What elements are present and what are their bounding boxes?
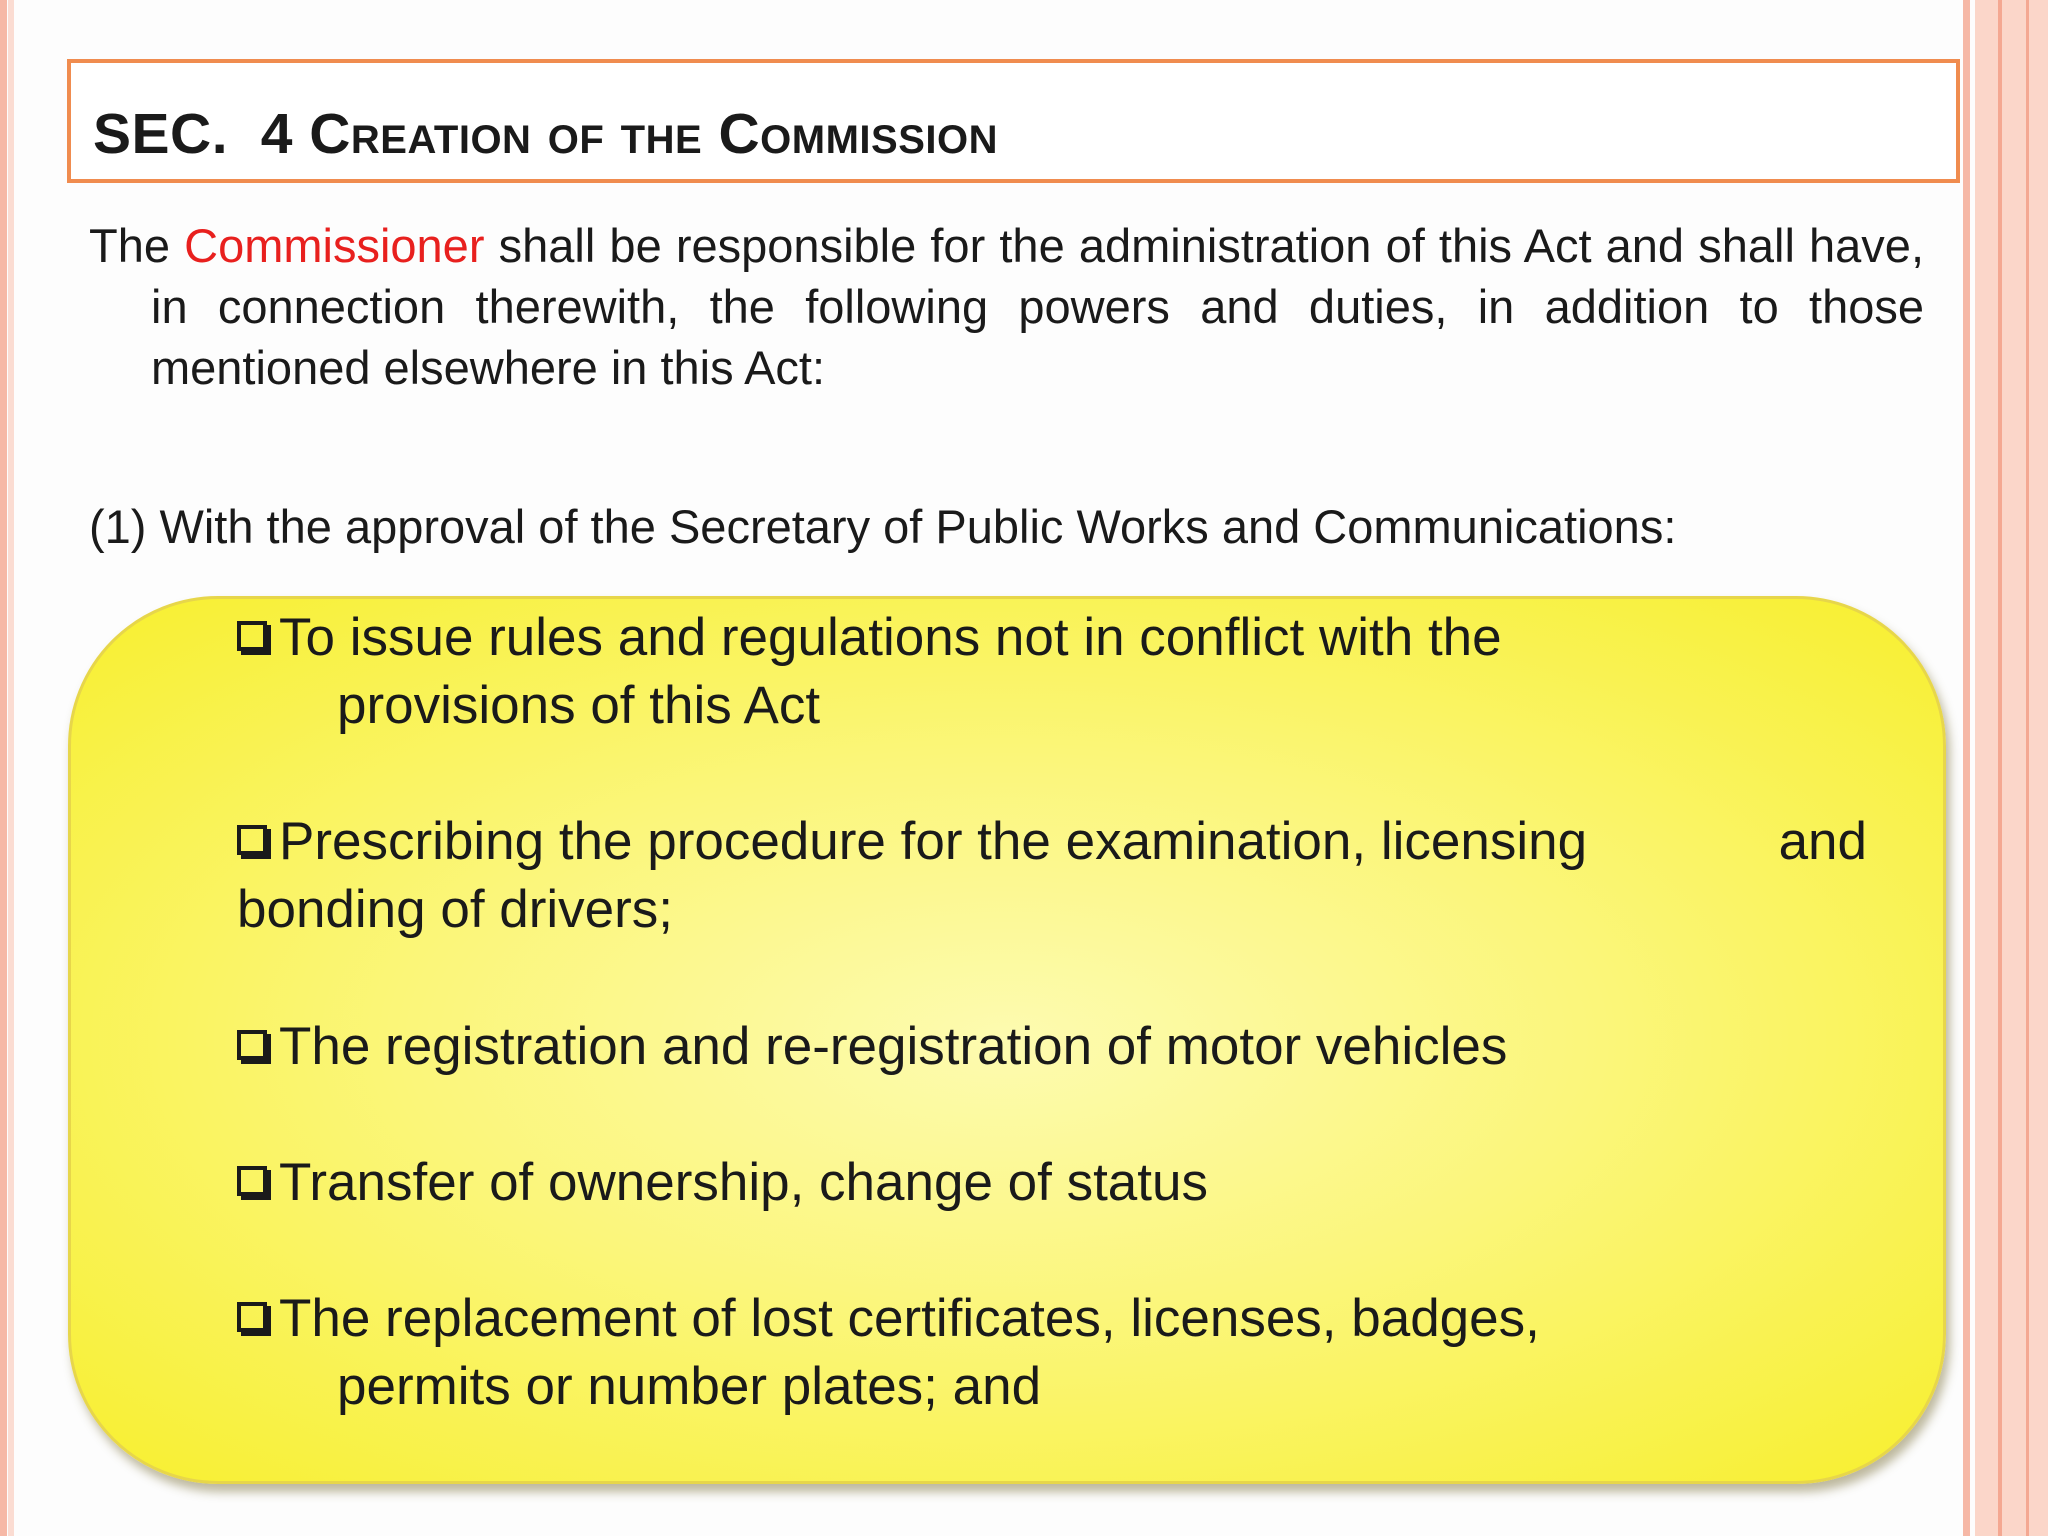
checkbox-icon <box>237 1302 267 1332</box>
item-text-line1: Transfer of ownership, change of status <box>279 1153 1208 1212</box>
list-item <box>237 808 1867 944</box>
right-stripe-line-2 <box>2026 0 2029 1536</box>
left-stripe-inner <box>8 0 14 1536</box>
list-item <box>237 1285 1540 1421</box>
checkbox-icon <box>237 1030 267 1060</box>
commissioner-highlight: Commissioner <box>184 219 485 272</box>
item-text-line1: The replacement of lost certificates, licenses, badges, <box>279 1289 1540 1348</box>
item-text-line1-end: and <box>1778 812 1867 871</box>
right-stripe-line-1 <box>1998 0 2002 1536</box>
title-box <box>67 59 1960 183</box>
right-stripe-band <box>1975 0 2048 1536</box>
checkbox-icon <box>237 825 267 855</box>
item-text-line2: provisions of this Act <box>337 676 821 735</box>
item-text-line1: The registration and re-registration of motor vehicles <box>279 1017 1508 1076</box>
item-text-line2: permits or number plates; and <box>337 1357 1042 1416</box>
left-stripe-outer <box>0 0 7 1536</box>
list-item <box>237 604 1502 740</box>
item-text-line1: Prescribing the procedure for the examination, licensing <box>279 812 1588 871</box>
item-line1-row <box>237 808 1867 876</box>
list-item <box>237 1149 1208 1217</box>
right-stripe-inner <box>1963 0 1970 1536</box>
list-item <box>237 1013 1507 1081</box>
intro-after: shall be responsible for the administration of this Act and shall have, in connection therewith, the following powers and duties, in addition to those mentioned elsewhere in this Act: <box>151 219 1925 394</box>
item-text-line1: To issue rules and regulations not in conflict with the <box>279 608 1502 667</box>
slide-title: SEC. 4 Creation of the Commission <box>93 102 999 166</box>
intro-paragraph <box>89 215 1924 398</box>
approval-line: (1) With the approval of the Secretary of Public Works and Communications: <box>89 500 1677 553</box>
intro-before: The <box>89 219 185 272</box>
checkbox-icon <box>237 1166 267 1196</box>
checkbox-icon <box>237 621 267 651</box>
item-text-line2: bonding of drivers; <box>237 880 674 939</box>
